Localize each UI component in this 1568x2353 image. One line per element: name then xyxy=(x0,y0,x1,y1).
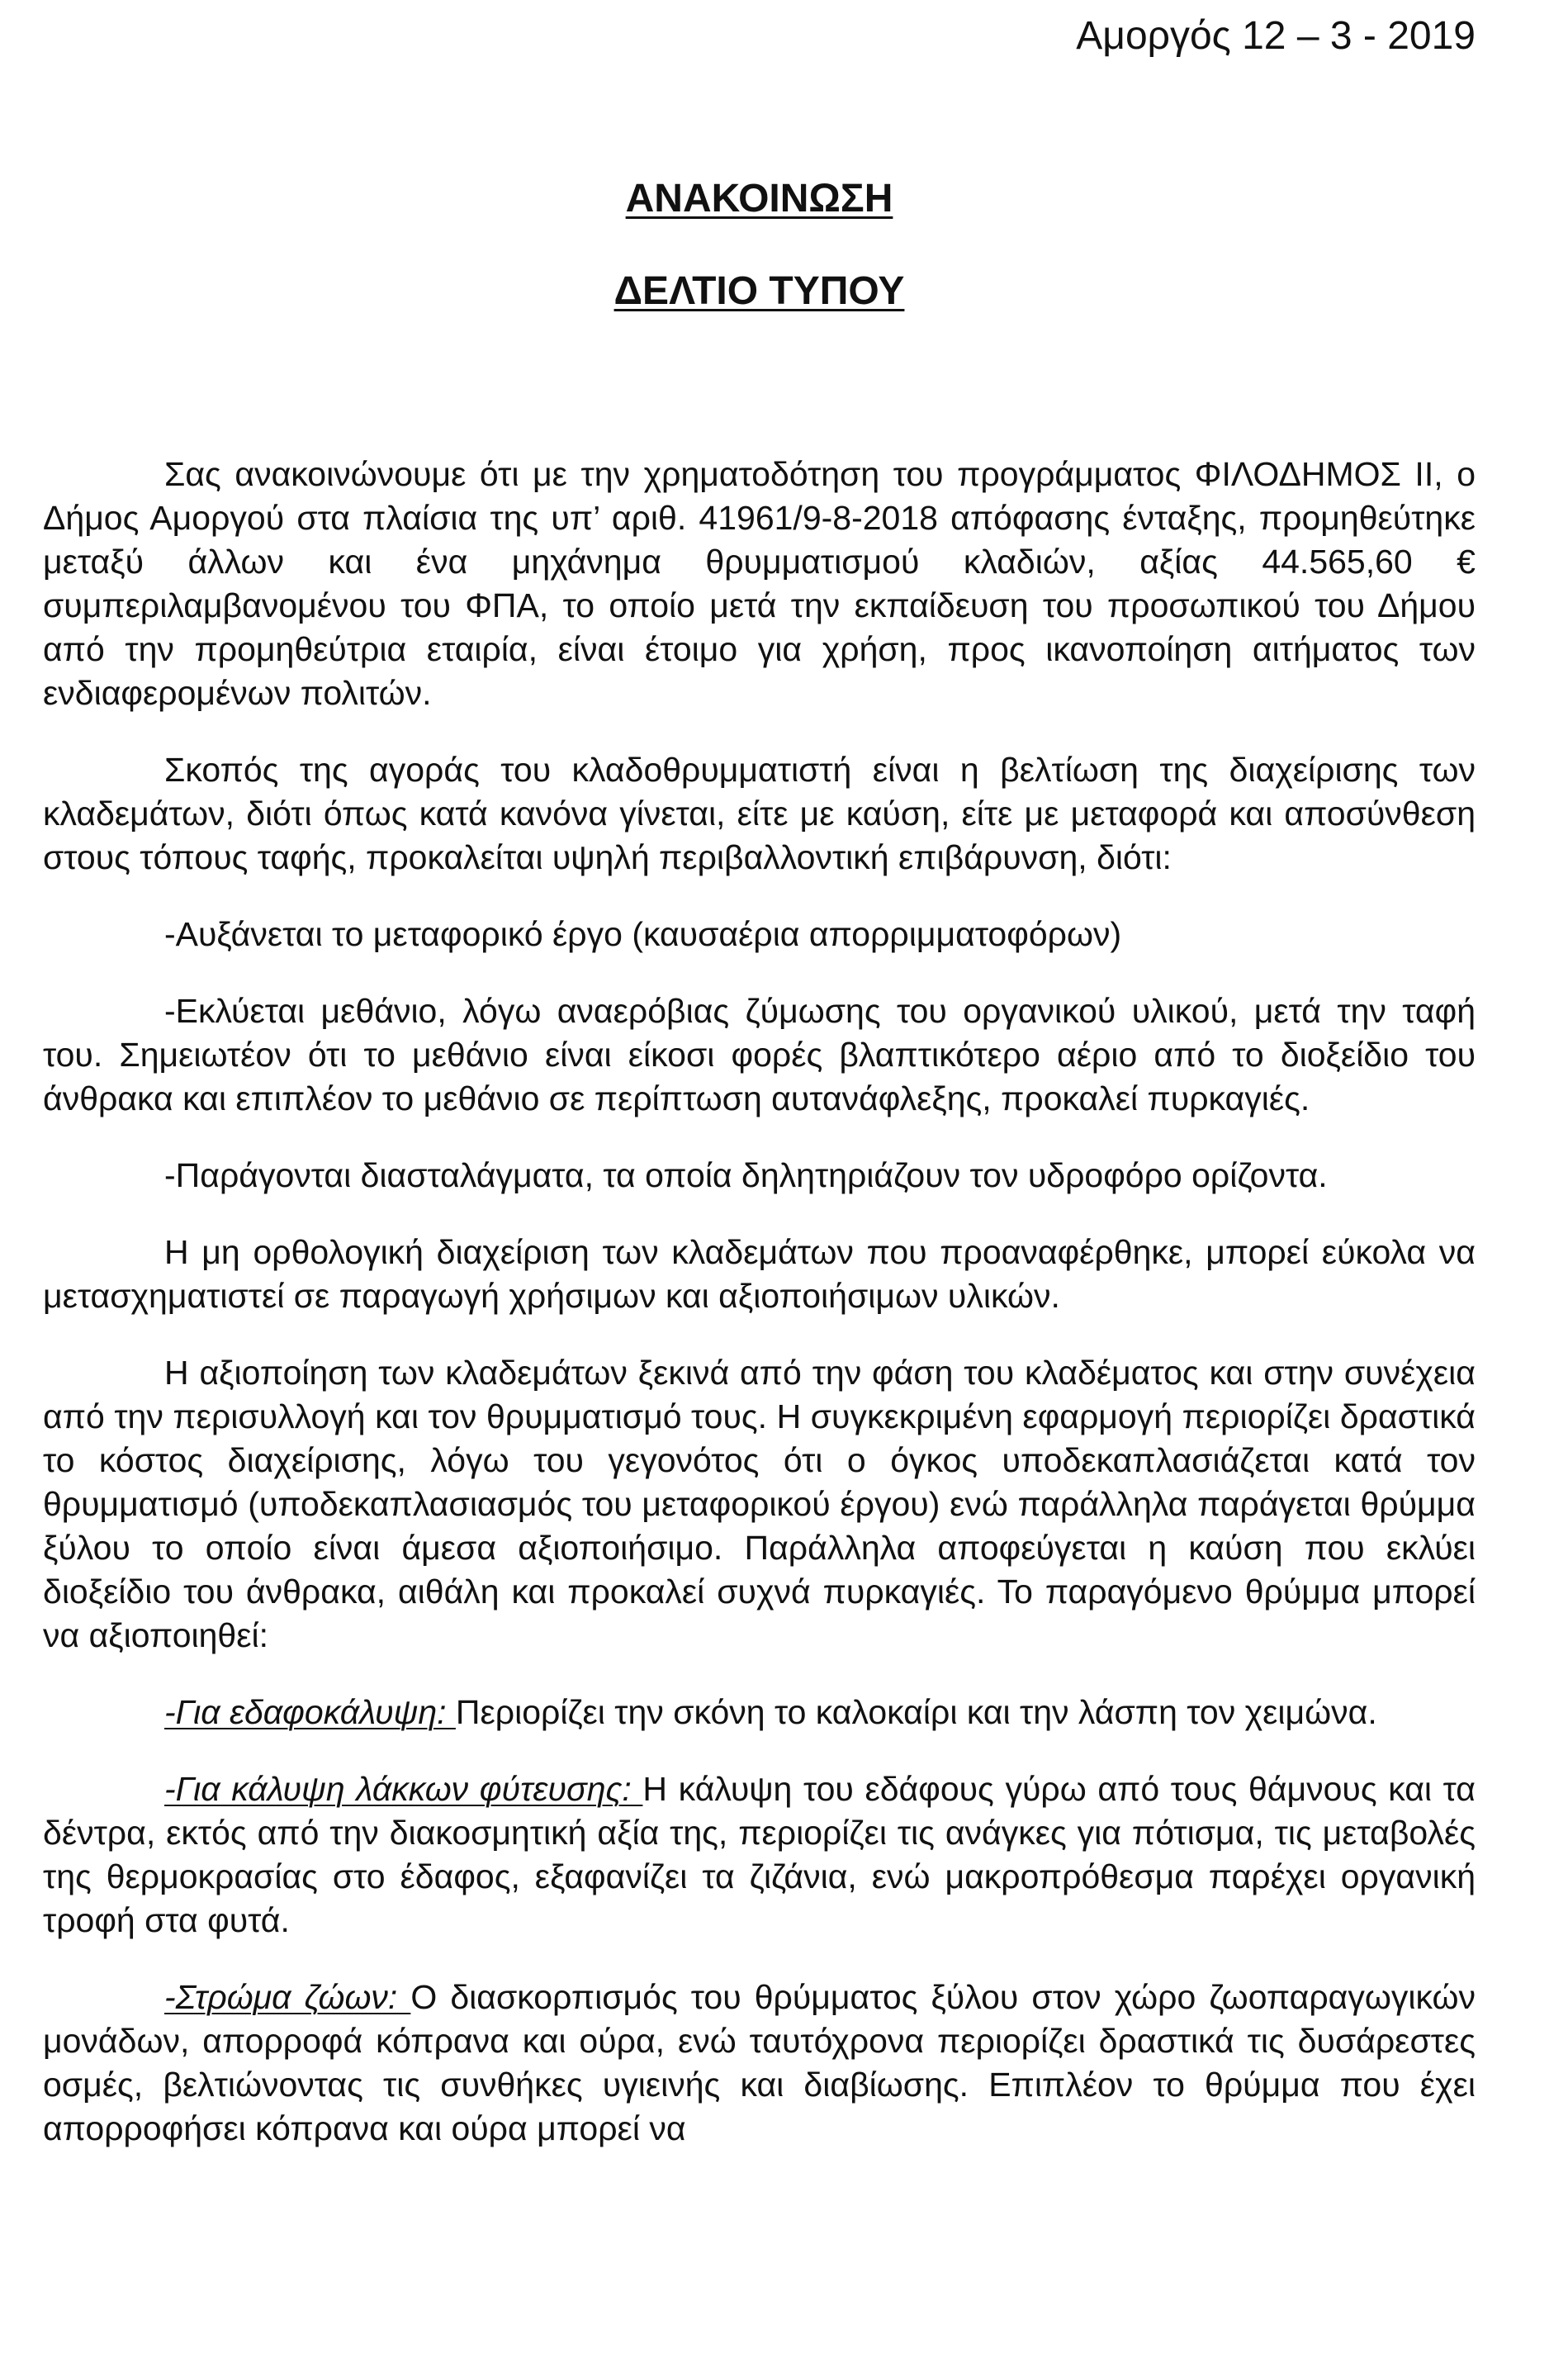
paragraph-methane: -Εκλύεται μεθάνιο, λόγω αναερόβιας ζύμωσης του οργανικού υλικού, μετά την ταφή του. Σημειωτέον ότι το μεθάνιο είναι είκοσι φορές βλαπτικότερο αέριο από το διοξείδιο του άνθρακα και επιπλέον το μεθάνιο σε περίπτωση αυτανάφλεξης, προκαλεί πυρκαγιές. xyxy=(43,992,1476,1117)
document-body xyxy=(43,453,1476,2151)
use-lead: -Για εδαφοκάλυψη: xyxy=(164,1693,456,1731)
paragraph-transport: -Αυξάνεται το μεταφορικό έργο (καυσαέρια απορριμματοφόρων) xyxy=(164,915,1122,953)
use-lead: -Στρώμα ζώων: xyxy=(164,1978,411,2016)
paragraph-rational-management: Η μη ορθολογική διαχείριση των κλαδεμάτων που προαναφέρθηκε, μπορεί εύκολα να μετασχηματιστεί σε παραγωγή χρήσιμων και αξιοποιήσιμων υλικών. xyxy=(43,1233,1476,1315)
paragraph-use-animal-bedding xyxy=(43,1976,1476,2151)
use-text: Η κάλυψη του εδάφους γύρω από τους θάμνους και τα δέντρα, εκτός από την διακοσμητική αξία της, περιορίζει τις ανάγκες για πότισμα, τις μεταβολές της θερμοκρασίας στο έδαφος, εξαφανίζει τα ζιζάνια, ενώ μακροπρόθεσμα παρέχει οργανική τροφή στα φυτά. xyxy=(43,1770,1476,1939)
paragraph-leachate: -Παράγονται διασταλάγματα, τα οποία δηλητηριάζουν τον υδροφόρο ορίζοντα. xyxy=(164,1156,1328,1194)
paragraph-use-ground-cover xyxy=(43,1691,1476,1734)
paragraph-use-planting-pits xyxy=(43,1767,1476,1943)
paragraph-utilization: Η αξιοποίηση των κλαδεμάτων ξεκινά από την φάση του κλαδέματος και στην συνέχεια από την περισυλλογή και τον θρυμματισμό τους. Η συγκεκριμένη εφαρμογή περιορίζει δραστικά το κόστος διαχείρισης, λόγω του γεγονότος ότι ο όγκος υποδεκαπλασιάζεται κατά τον θρυμματισμό (υποδεκαπλασιασμός του μεταφορικού έργου) ενώ παράλληλα παράγεται θρύμμα ξύλου το οποίο είναι άμεσα αξιοποιήσιμο. Παράλληλα αποφεύγεται η καύση που εκλύει διοξείδιο του άνθρακα, αιθάλη και προκαλεί συχνά πυρκαγιές. Το παραγόμενο θρύμμα μπορεί να αξιοποιηθεί: xyxy=(43,1354,1476,1654)
document-date: Αμοργός 12 – 3 - 2019 xyxy=(1076,14,1476,58)
press-release-title: ΔΕΛΤΙΟ ΤΥΠΟΥ xyxy=(613,269,905,313)
use-text: Ο διασκορπισμός του θρύμματος ξύλου στον χώρο ζωοπαραγωγικών μονάδων, απορροφά κόπρανα και ούρα, ενώ ταυτόχρονα περιορίζει δραστικά τις δυσάρεστες οσμές, βελτιώνοντας τις συνθήκες υγιεινής και διαβίωσης. Επιπλέον το θρύμμα που έχει απορροφήσει κόπρανα και ούρα μπορεί να xyxy=(43,1978,1476,2147)
paragraph-intro: Σας ανακοινώνουμε ότι με την χρηματοδότηση του προγράμματος ΦΙΛΟΔΗΜΟΣ ΙΙ, ο Δήμος Αμοργού στα πλαίσια της υπ’ αριθ. 41961/9-8-2018 απόφασης ένταξης, προμηθεύτηκε μεταξύ άλλων και ένα μηχάνημα θρυμματισμού κλαδιών, αξίας 44.565,60 € συμπεριλαμβανομένου του ΦΠΑ, το οποίο μετά την εκπαίδευση του προσωπικού του Δήμου από την προμηθεύτρια εταιρία, είναι έτοιμο για χρήση, προς ικανοποίηση αιτήματος των ενδιαφερομένων πολιτών. xyxy=(43,455,1476,712)
announcement-title: ΑΝΑΚΟΙΝΩΣΗ xyxy=(625,177,893,221)
use-text: Περιορίζει την σκόνη το καλοκαίρι και την λάσπη τον χειμώνα. xyxy=(455,1693,1377,1731)
use-lead: -Για κάλυψη λάκκων φύτευσης: xyxy=(164,1770,643,1808)
paragraph-purpose: Σκοπός της αγοράς του κλαδοθρυμματιστή είναι η βελτίωση της διαχείρισης των κλαδεμάτων, διότι όπως κατά κανόνα γίνεται, είτε με καύση, είτε με μεταφορά και αποσύνθεση στους τόπους ταφής, προκαλείται υψηλή περιβαλλοντική επιβάρυνση, διότι: xyxy=(43,751,1476,876)
